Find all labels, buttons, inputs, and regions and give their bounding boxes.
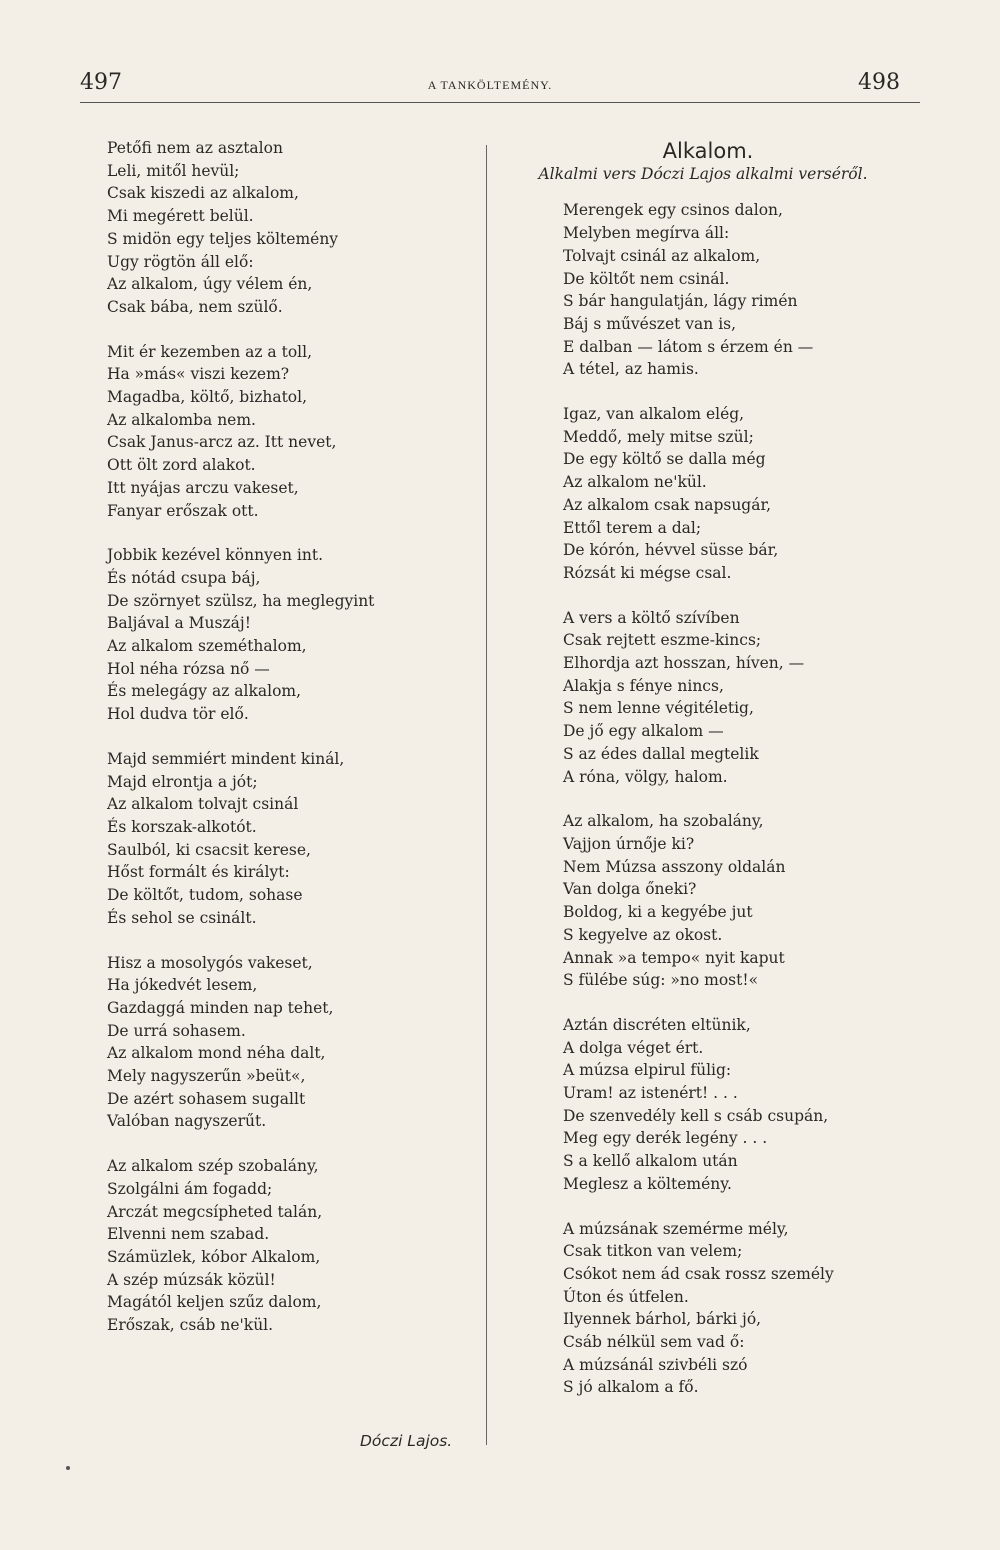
poem-line: Igaz, van alkalom elég, [563,405,745,424]
header-rule [80,102,920,103]
poem-line: S fülébe súg: »no most!« [563,971,759,990]
poem-line: Van dolga őneki? [563,880,697,899]
poem-line: Nem Múzsa asszony oldalán [563,857,786,876]
poem-line: Majd elrontja a jót; [107,772,258,791]
running-title: A TANKÖLTEMÉNY. [427,78,553,92]
stanza [107,137,374,319]
poem-line: Meglesz a költemény. [563,1174,732,1193]
poem-line: Valóban nagyszerűt. [107,1112,267,1131]
poem-line: De urrá sohasem. [107,1021,246,1040]
ink-dot [66,1466,70,1470]
poem-line: Csak bába, nem szülő. [107,297,283,316]
poem-line: S az édes dallal megtelik [563,744,759,763]
poem-line: És sehol se csinált. [107,908,257,927]
poem-line: Alakja s fénye nincs, [563,676,724,695]
poem-line: De költőt, tudom, sohase [107,886,303,905]
poem-line: Rózsát ki mégse csal. [563,563,732,582]
stanza [107,544,374,726]
poem-line: Az alkalom, ha szobalány, [563,812,764,831]
poem-line: Meddő, mely mitse szül; [563,427,754,446]
poem-line: Itt nyájas arczu vakeset, [107,478,299,497]
poem-line: Erőszak, csáb ne'kül. [107,1316,274,1335]
poem-line: Melyben megírva áll: [563,224,730,243]
page-number-left: 497 [80,70,122,95]
poem-line: Mi megérett belül. [107,207,254,226]
poem-line: Mely nagyszerűn »beüt«, [107,1067,306,1086]
poem-line: Szolgálni ám fogadd; [107,1179,273,1198]
poem-line: Hol dudva tör elő. [107,705,249,724]
poem-line: Jobbik kezével könnyen int. [107,546,324,565]
poem-line: Ha »más« viszi kezem? [107,365,290,384]
poem-line: Csókot nem ád csak rossz személy [563,1264,834,1283]
stanza [563,403,908,585]
right-stanzas [563,199,908,1399]
poem-line: A róna, völgy, halom. [563,767,728,786]
poem-line: Baljával a Muszáj! [107,614,251,633]
poem-line: Hisz a mosolygós vakeset, [107,953,313,972]
column-divider [486,145,487,1445]
poem-line: Meg egy derék legény . . . [563,1129,768,1148]
stanza [107,1155,374,1337]
poem-line: De egy költő se dalla még [563,450,766,469]
poem-line: Az alkalom szép szobalány, [107,1157,319,1176]
poem-line: A tétel, az hamis. [563,360,699,379]
poem-line: És nótád csupa báj, [107,568,261,587]
poem-line: Vajjon úrnője ki? [563,834,695,853]
poem-line: Az alkalom ne'kül. [563,473,707,492]
stanza [563,607,908,789]
poem-line: Leli, mitől hevül; [107,161,240,180]
poem-line: Csak kiszedi az alkalom, [107,184,299,203]
poem-line: Saulból, ki csacsit kerese, [107,840,311,859]
stanza [563,1218,908,1400]
poem-line: Az alkalom csak napsugár, [563,495,772,514]
poem-line: És korszak-alkotót. [107,817,257,836]
poem-line: Ugy rögtön áll elő: [107,252,254,271]
poem-line: A szép múzsák közül! [107,1270,276,1289]
author-signature: Dóczi Lajos. [360,1432,453,1450]
poem-line: A dolga véget ért. [563,1038,704,1057]
poem-line: De jő egy alkalom — [563,722,724,741]
poem-line: Csak titkon van velem; [563,1242,743,1261]
poem-subtitle: Alkalmi vers Dóczi Lajos alkalmi verséről. [538,164,868,183]
left-poem-column [107,137,374,1359]
poem-line: De azért sohasem sugallt [107,1089,306,1108]
poem-line: De szörnyet szülsz, ha meglegyint [107,591,375,610]
poem-line: Ha jókedvét lesem, [107,976,258,995]
poem-line: És melegágy az alkalom, [107,682,302,701]
poem-line: S bár hangulatján, lágy rimén [563,292,798,311]
poem-line: A vers a költő szívíben [563,608,740,627]
stanza [563,1014,908,1196]
poem-line: De kórón, hévvel süsse bár, [563,541,779,560]
poem-line: Báj s művészet van is, [563,314,737,333]
stanza [563,810,908,992]
poem-line: De szenvedély kell s csáb csupán, [563,1106,829,1125]
stanza [107,952,374,1134]
poem-line: Hol néha rózsa nő — [107,659,270,678]
poem-line: S nem lenne végitéletig, [563,699,754,718]
poem-line: Tolvajt csinál az alkalom, [563,246,761,265]
poem-line: Magától keljen szűz dalom, [107,1293,322,1312]
poem-line: Úton és útfelen. [563,1287,689,1306]
poem-line: Annak »a tempo« nyit kaput [563,948,785,967]
poem-title: Alkalom. [662,139,754,163]
poem-line: Hőst formált és királyt: [107,863,290,882]
poem-line: Mit ér kezemben az a toll, [107,342,313,361]
poem-line: Számüzlek, kóbor Alkalom, [107,1247,321,1266]
poem-line: S a kellő alkalom után [563,1152,738,1171]
poem-line: Uram! az istenért! . . . [563,1084,738,1103]
poem-line: Ott ölt zord alakot. [107,456,256,475]
poem-line: Az alkalom, úgy vélem én, [107,275,313,294]
poem-line: De költőt nem csinál. [563,269,730,288]
poem-line: Arczát megcsípheted talán, [107,1202,323,1221]
stanza [107,748,374,930]
poem-line: Az alkalomba nem. [107,410,256,429]
poem-line: Aztán discréten eltünik, [563,1015,751,1034]
poem-line: Az alkalom mond néha dalt, [107,1044,326,1063]
poem-line: A múzsa elpirul fülig: [563,1061,732,1080]
poem-line: Petőfi nem az asztalon [107,139,283,157]
poem-line: Merengek egy csinos dalon, [563,201,783,220]
poem-line: Ilyennek bárhol, bárki jó, [563,1310,762,1329]
poem-line: S kegyelve az okost. [563,925,723,944]
poem-line: Elhordja azt hosszan, híven, — [563,654,805,673]
poem-line: Csáb nélkül sem vad ő: [563,1333,745,1352]
page-number-right: 498 [858,70,900,95]
poem-line: S jó alkalom a fő. [563,1378,699,1397]
poem-line: Elvenni nem szabad. [107,1225,270,1244]
poem-line: Majd semmiért mindent kinál, [107,749,345,768]
poem-line: Gazdaggá minden nap tehet, [107,998,334,1017]
poem-line: E dalban — látom s érzem én — [563,337,814,356]
poem-line: Csak rejtett eszme-kincs; [563,631,762,650]
poem-line: Az alkalom tolvajt csinál [107,795,299,814]
poem-line: S midön egy teljes költemény [107,229,339,248]
poem-line: Az alkalom szeméthalom, [107,637,307,656]
poem-line: Magadba, költő, bizhatol, [107,388,308,407]
stanza [563,199,908,381]
poem-line: Boldog, ki a kegyébe jut [563,903,753,922]
poem-line: Csak Janus-arcz az. Itt nevet, [107,433,337,452]
stanza [107,341,374,523]
poem-line: Ettől terem a dal; [563,518,702,537]
right-poem-column [538,137,908,1421]
poem-line: Fanyar erőszak ott. [107,501,259,520]
poem-line: A múzsánál szivbéli szó [563,1355,748,1374]
poem-line: A múzsának szemérme mély, [563,1219,789,1238]
